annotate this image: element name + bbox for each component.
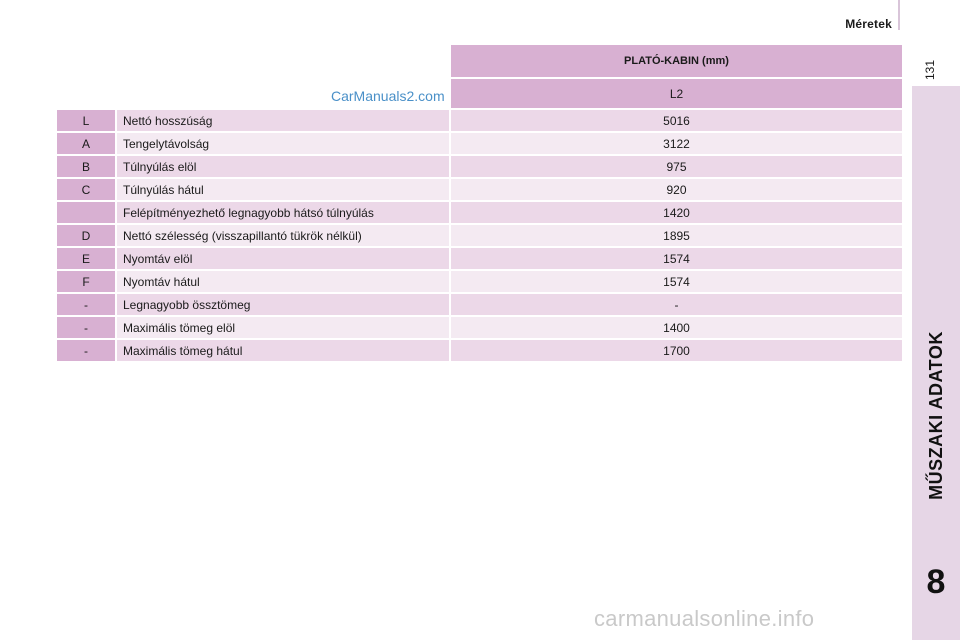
table-header: PLATÓ-KABIN (mm) — [451, 45, 902, 77]
table-row — [57, 340, 902, 361]
row-code: F — [57, 271, 115, 292]
top-divider — [898, 0, 900, 30]
table-row — [57, 317, 902, 338]
watermark-bottom[interactable]: carmanualsonline.info — [594, 606, 815, 631]
row-label: Felépítményezhető legnagyobb hátsó túlnyúlás — [117, 202, 449, 223]
row-label: Legnagyobb össztömeg — [117, 294, 449, 315]
row-label: Tengelytávolság — [117, 133, 449, 154]
row-value: 1895 — [451, 225, 902, 246]
row-code: L — [57, 110, 115, 131]
row-label: Túlnyúlás elöl — [117, 156, 449, 177]
table-row — [57, 248, 902, 269]
table-row — [57, 202, 902, 223]
row-label: Túlnyúlás hátul — [117, 179, 449, 200]
chapter-title: MŰSZAKI ADATOK — [925, 330, 946, 500]
table-row — [57, 156, 902, 177]
row-value: 1574 — [451, 271, 902, 292]
row-value: 1574 — [451, 248, 902, 269]
row-code: A — [57, 133, 115, 154]
table-row — [57, 179, 902, 200]
row-value: 975 — [451, 156, 902, 177]
chapter-title-container — [912, 270, 960, 560]
row-label: Maximális tömeg elöl — [117, 317, 449, 338]
table-row — [57, 294, 902, 315]
table-row — [57, 225, 902, 246]
chapter-number: 8 — [926, 563, 946, 601]
row-code: C — [57, 179, 115, 200]
table-row — [57, 110, 902, 131]
row-code: B — [57, 156, 115, 177]
row-code: - — [57, 340, 115, 361]
row-label: Nettó hosszúság — [117, 110, 449, 131]
row-value: 5016 — [451, 110, 902, 131]
row-value: 1700 — [451, 340, 902, 361]
row-label: Maximális tömeg hátul — [117, 340, 449, 361]
table-subheader: L2 — [451, 79, 902, 108]
watermark-top[interactable]: CarManuals2.com — [331, 88, 445, 104]
table-row — [57, 133, 902, 154]
row-label: Nyomtáv elöl — [117, 248, 449, 269]
row-value: 1420 — [451, 202, 902, 223]
row-code: E — [57, 248, 115, 269]
row-value: 3122 — [451, 133, 902, 154]
row-label: Nyomtáv hátul — [117, 271, 449, 292]
row-value: - — [451, 294, 902, 315]
row-code: - — [57, 294, 115, 315]
page-number: 131 — [923, 59, 937, 81]
section-title: Méretek — [845, 17, 892, 31]
dimensions-table — [57, 110, 902, 363]
row-code: D — [57, 225, 115, 246]
row-code: - — [57, 317, 115, 338]
row-code — [57, 202, 115, 223]
row-value: 920 — [451, 179, 902, 200]
row-label: Nettó szélesség (visszapillantó tükrök nélkül) — [117, 225, 449, 246]
table-row — [57, 271, 902, 292]
row-value: 1400 — [451, 317, 902, 338]
